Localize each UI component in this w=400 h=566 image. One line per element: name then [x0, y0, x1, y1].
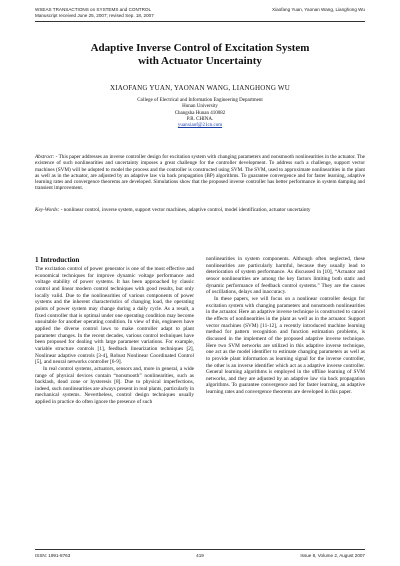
issue-info: Issue 8, Volume 2, August 2007 — [300, 553, 365, 558]
abstract-text: - This paper addresses an inverse controller design for excitation system with changing parameters and nonsmooth nonlinearities in the actuator. The existence of such nonlinearities and uncertainty imposes a great challenge for the controller development. To address such a challenge, support vector machines (SVM) will be adopted to model the process and the controller is constructed using SVM. The SVM, used to approximate nonlinearities in the plant as well as in the actuator, are adjusted by an adaptive law via back propagation (BP) algorithms. To guarantee convergence and for faster learning, adaptive learning rates and convergence theorems are developed. Simulations show that the proposed inverse controller has better performance in system damping and transient improvement. — [35, 154, 365, 192]
affiliation — [35, 98, 365, 129]
abstract-label: Abstract: — [35, 154, 55, 160]
header-authors: Xiaofang Yuan, Yaonan Wang, Lianghong Wu — [272, 7, 365, 12]
keywords — [35, 207, 365, 213]
intro-paragraph-3: nonlinearities in system components. Although often neglected, these nonlinearities are particularly harmful, because they usually lead to deterioration of system performance. As discussed in [10], “Actuator and sensor nonlinearities are among the key factors limiting both static and dynamic performance of feedback control systems.” They are the causes of oscillations, delays and inaccuracy. — [206, 256, 365, 296]
intro-paragraph-4: In these papers, we will focus on a nonlinear controller design for excitation system with changing parameters and nonsmooth nonlinearities in the actuator. Here an adaptive inverse technique is constructed to cancel the effects of nonlinearities in the plant as well as in the actuator. Support vector machines (SVM) [11-12], a recently introduced machine learning method for pattern recognition and function estimation problems, is discussed in the implement of the proposed adaptive inverse technique. Here two SVM networks are utilized in this adaptive inverse technique, one act as the model identifier to estimate changing parameters as well as to provide plant information as learning signal for the inverse controller, the other is an inverse identifier which act as a adaptive inverse controller. General learning algorithms is employed in the offline learning of SVM networks, and they are adjusted by an adaptive law via back propagation algorithms. To guarantee convergence and for faster learning, an adaptive learning rates and convergence theorems are developed in this paper. — [206, 295, 365, 396]
intro-paragraph-2: In real control systems, actuators, sensors and, more in general, a wide range of physical devices contain “nonsmooth” nonlinearities, such as backlash, dead zone or hysteresis [8]. Due to physical imperfections, indeed, such nonlinearities are always present in real plants, particularly in mechanical systems. Nevertheless, control design techniques usually applied in practice do often ignore the presence of such — [35, 365, 194, 406]
section-heading: 1 Introduction — [35, 256, 80, 264]
manuscript-dates: Manuscript received June 25, 2007; revised Sep. 18, 2007 — [35, 13, 154, 18]
email-link[interactable]: yuanxiaof@21cn.com — [177, 123, 223, 129]
affiliation-city: Changsha Hunan 410082 — [174, 110, 226, 116]
paper-title — [35, 42, 365, 68]
issn: ISSN: 1991-8763 — [35, 553, 71, 558]
affiliation-college: College of Electrical and Information Engineering Department — [137, 98, 263, 103]
intro-paragraph-1: The excitation control of power generator is one of the most effective and economical techniques for improve dynamic voltage performance and voltage stability of power systems. It has been approached by classic control and linear modern control techniques with good results, but only locally valid. Due to the nonlinearities of various components of power systems and the inherent characteristics of changing load, the operating points of power system may change during a daily cycle. As a result, a fixed controller that is optimal under one operating condition may become unsuitable for another operating condition. In view of this, engineers have applied the diverse control laws to make controller adapt to plant parameter changes. In the recent decades, various control techniques have been proposed for dealing with large parameter variations. For example, variable structure controls [1], feedback linearization techniques [2], Nonlinear adaptive controls [3-4], Robust Nonlinear Coordinated Control [5], and neural networks controller [6-9]. — [35, 266, 194, 366]
right-column — [206, 256, 365, 396]
title-line-2: with Actuator Uncertainty — [138, 55, 262, 67]
header-divider — [35, 21, 365, 22]
abstract — [35, 154, 365, 192]
page-number: 419 — [196, 553, 204, 558]
footer-divider — [35, 549, 365, 550]
affiliation-university: Hunan University — [182, 104, 218, 110]
keywords-text: - nonlinear control, inverse system, support vector machines, adaptive control, model identification, actuator uncertainty — [59, 207, 311, 213]
keywords-label: Key-Words: — [35, 207, 60, 213]
title-line-1: Adaptive Inverse Control of Excitation System — [90, 42, 310, 54]
left-column — [35, 256, 194, 406]
affiliation-country: P.R. CHINA. — [186, 116, 214, 122]
author-list: XIAOFANG YUAN, YAONAN WANG, LIANGHONG WU — [110, 84, 290, 92]
journal-name: WSEAS TRANSACTIONS on SYSTEMS and CONTROL — [35, 7, 152, 12]
